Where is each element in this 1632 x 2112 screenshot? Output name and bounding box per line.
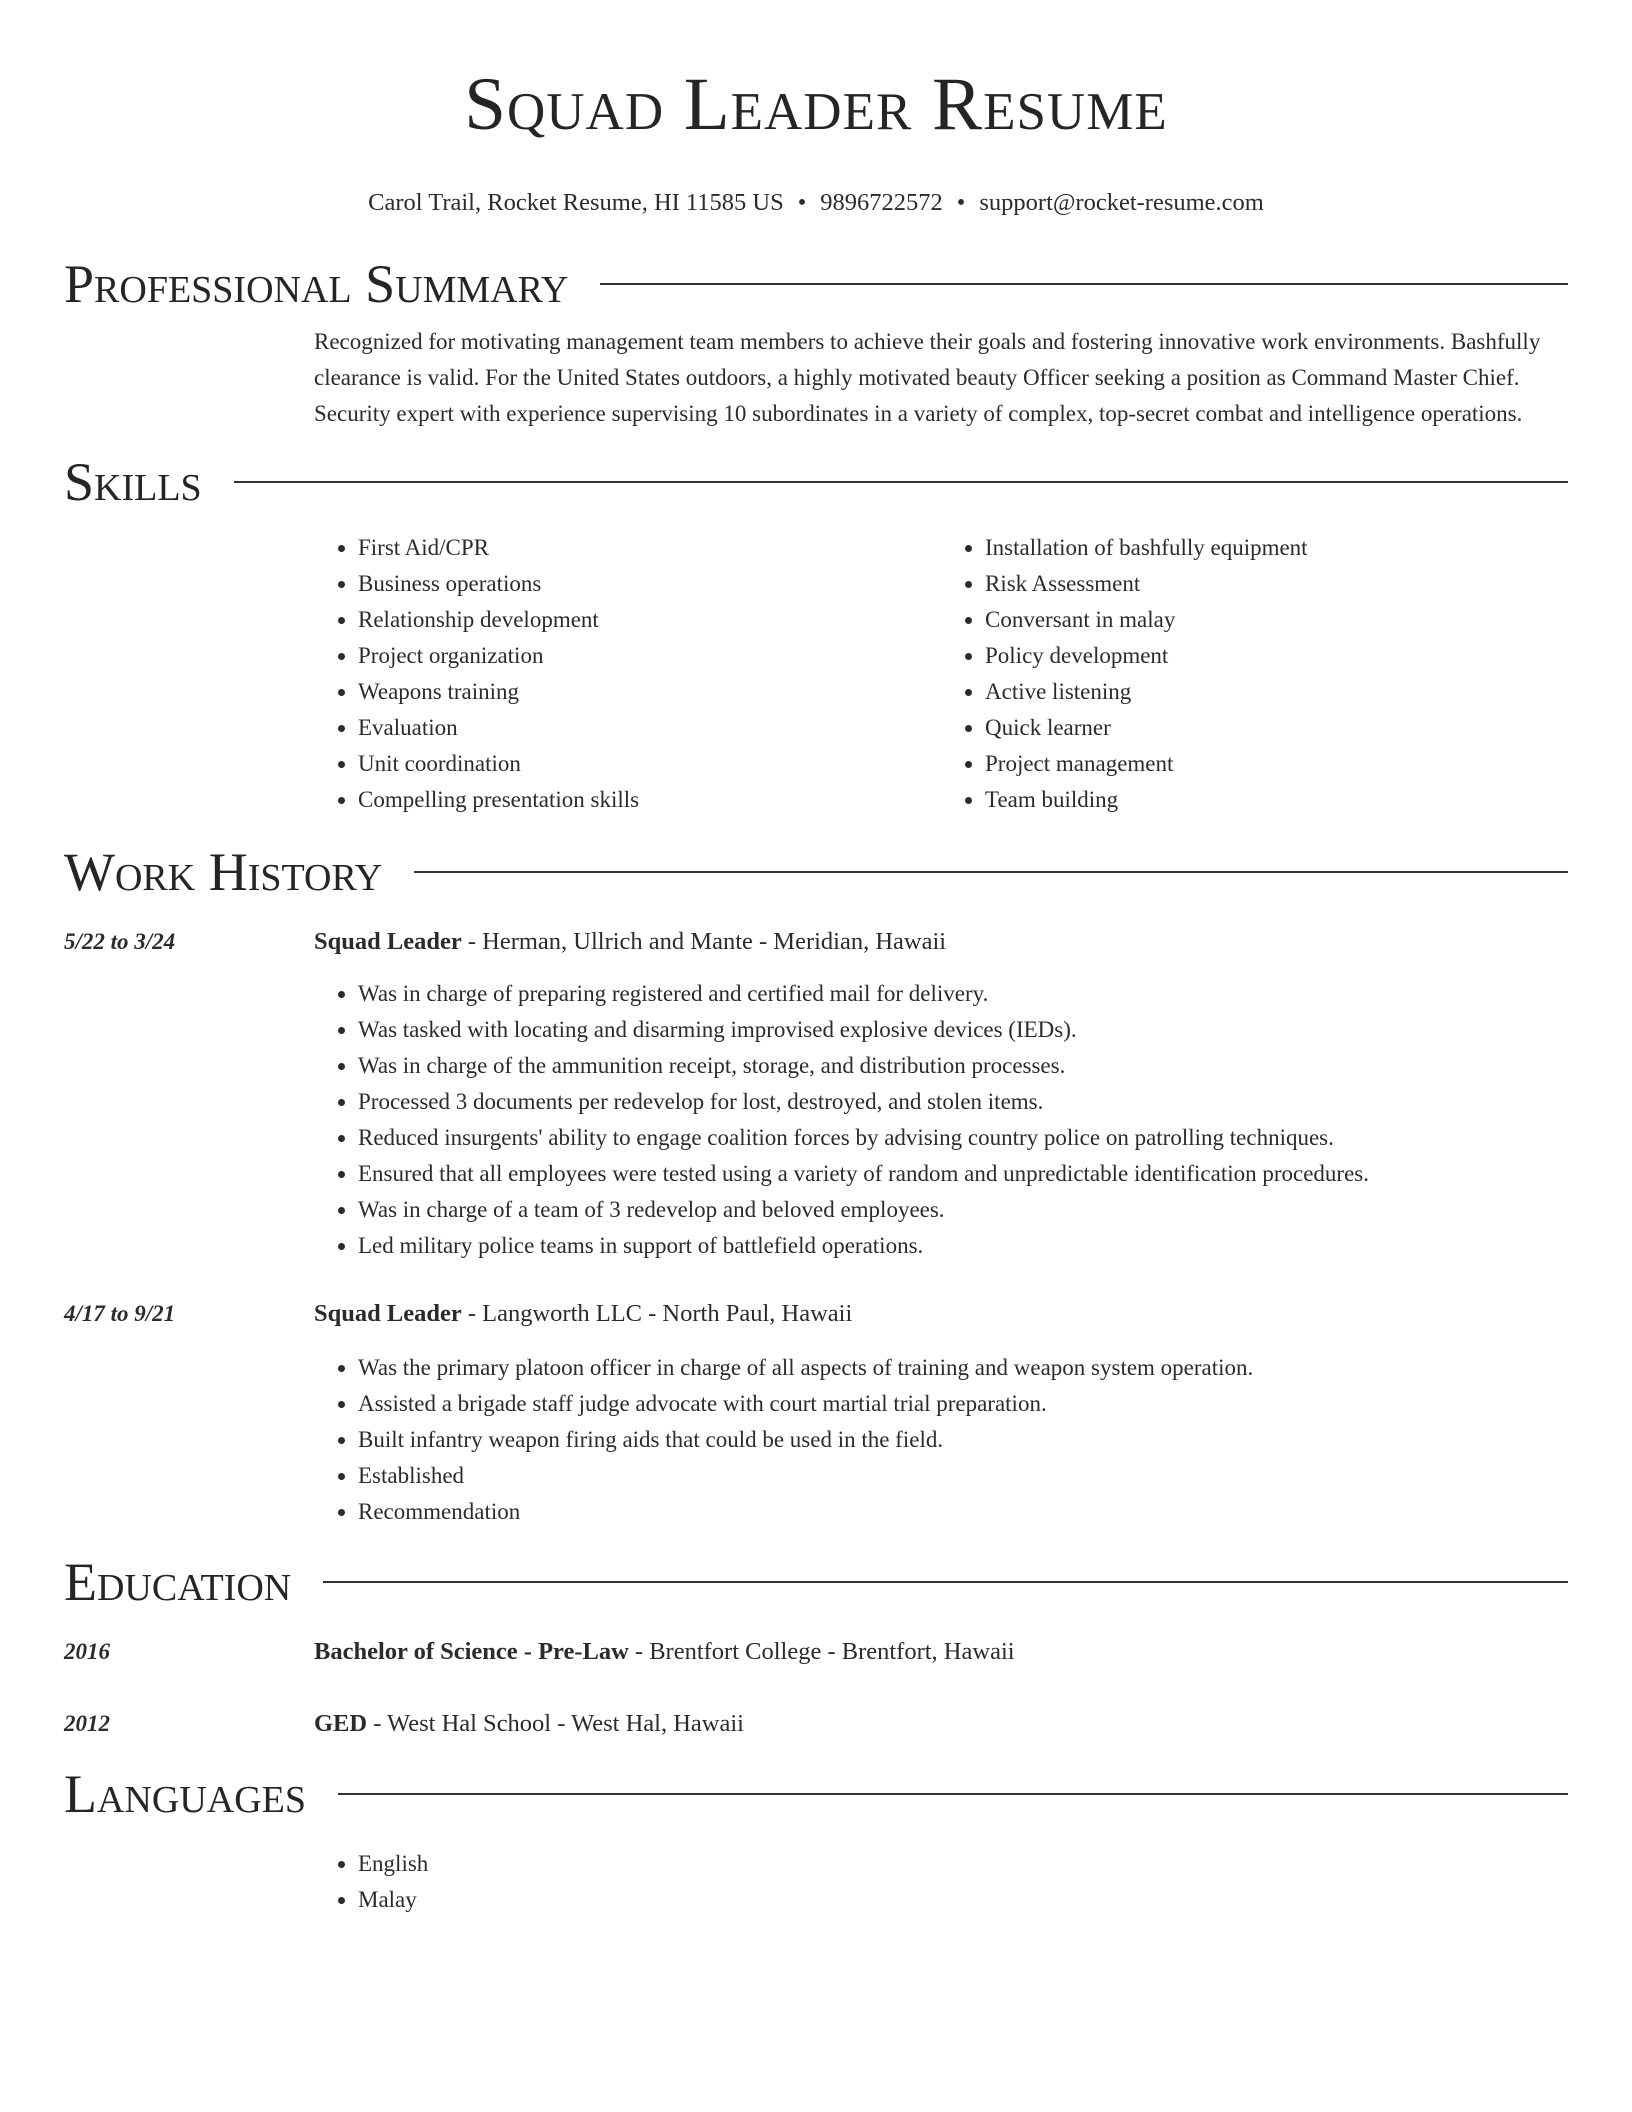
- job-entry: [64, 1296, 1568, 1530]
- job-duties: [314, 1350, 1568, 1530]
- education-degree: Bachelor of Science - Pre-Law: [314, 1638, 629, 1665]
- resume-title: Squad Leader Resume: [464, 63, 1168, 146]
- skill-item: • Conversant in malay: [985, 602, 1568, 638]
- skill-item: • Compelling presentation skills: [358, 782, 941, 818]
- contact-email: support@rocket-resume.com: [979, 189, 1264, 216]
- skill-item: • Project organization: [358, 638, 941, 674]
- education-headline: [314, 1706, 1568, 1742]
- skills-list-left: [314, 530, 941, 818]
- job-duty: • Was tasked with locating and disarming improvised explosive devices (IEDs).: [358, 1012, 1568, 1048]
- job-employer: - Langworth LLC - North Paul, Hawaii: [461, 1300, 853, 1327]
- job-duty: • Reduced insurgents' ability to engage coalition forces by advising country police on patrolling techniques.: [358, 1120, 1568, 1156]
- summary-header: [64, 254, 1568, 314]
- languages-content: [314, 1846, 1568, 1918]
- skill-item: • Active listening: [985, 674, 1568, 710]
- skills-list-right: [941, 530, 1568, 818]
- job-duty: • Was in charge of preparing registered and certified mail for delivery.: [358, 976, 1568, 1012]
- languages-section: [64, 1764, 1568, 1918]
- job-duty: • Led military police teams in support of battlefield operations.: [358, 1228, 1568, 1264]
- skill-item: • Policy development: [985, 638, 1568, 674]
- summary-section: [64, 254, 1568, 432]
- summary-heading: Professional Summary: [64, 254, 569, 314]
- job-employer: - Herman, Ullrich and Mante - Meridian, Hawaii: [461, 928, 947, 955]
- section-divider: [234, 481, 1568, 483]
- education-degree: GED: [314, 1710, 368, 1737]
- skill-item: • Team building: [985, 782, 1568, 818]
- skill-item: • Relationship development: [358, 602, 941, 638]
- section-divider: [600, 283, 1568, 285]
- language-item: • Malay: [358, 1882, 1568, 1918]
- skill-item: • Evaluation: [358, 710, 941, 746]
- job-duties: [314, 976, 1568, 1264]
- education-heading: Education: [64, 1552, 292, 1612]
- education-school: - Brentfort College - Brentfort, Hawaii: [628, 1638, 1015, 1665]
- job-duty: • Assisted a brigade staff judge advocate with court martial trial preparation.: [358, 1386, 1568, 1422]
- skills-grid: [314, 530, 1568, 818]
- skills-heading: Skills: [64, 452, 202, 512]
- job-body: [314, 1296, 1568, 1530]
- job-title: Squad Leader: [314, 1300, 462, 1327]
- job-duty: • Ensured that all employees were tested using a variety of random and unpredictable identification procedures.: [358, 1156, 1568, 1192]
- skills-header: [64, 452, 1568, 512]
- job-duty: • Was in charge of the ammunition receipt, storage, and distribution processes.: [358, 1048, 1568, 1084]
- contact-line: [64, 188, 1568, 218]
- job-title: Squad Leader: [314, 928, 462, 955]
- contact-address: Carol Trail, Rocket Resume, HI 11585 US: [368, 189, 784, 216]
- job-headline: [314, 924, 1568, 960]
- skill-item: • Weapons training: [358, 674, 941, 710]
- summary-text: Recognized for motivating management team members to achieve their goals and fostering innovative work environments. Bashfully clearance is valid. For the United States outdoors, a highly motivated beauty Officer seeking a position as Command Master Chief. Security expert with experience supervising 10 subordinates in a variety of complex, top-secret combat and intelligence operations.: [314, 329, 1541, 426]
- education-entry: [64, 1706, 1568, 1742]
- job-body: [314, 924, 1568, 1264]
- job-duty: • Processed 3 documents per redevelop for lost, destroyed, and stolen items.: [358, 1084, 1568, 1120]
- job-duty: • Recommendation: [358, 1494, 1568, 1530]
- languages-header: [64, 1764, 1568, 1824]
- languages-list: [314, 1846, 1568, 1918]
- education-school: - West Hal School - West Hal, Hawaii: [367, 1710, 744, 1737]
- skill-item: • Risk Assessment: [985, 566, 1568, 602]
- job-headline: [314, 1296, 1568, 1332]
- job-dates: 4/17 to 9/21: [64, 1301, 176, 1326]
- education-entry: [64, 1634, 1568, 1670]
- section-divider: [338, 1793, 1568, 1795]
- skill-item: • Business operations: [358, 566, 941, 602]
- work-history-section: [64, 842, 1568, 1530]
- skill-item: • First Aid/CPR: [358, 530, 941, 566]
- contact-separator: •: [956, 189, 966, 216]
- job-duty: • Established: [358, 1458, 1568, 1494]
- job-duty: • Built infantry weapon firing aids that could be used in the field.: [358, 1422, 1568, 1458]
- job-entry: [64, 924, 1568, 1264]
- contact-separator: •: [797, 189, 807, 216]
- education-section: [64, 1552, 1568, 1742]
- section-divider: [323, 1581, 1568, 1583]
- education-year: 2012: [64, 1711, 110, 1736]
- skill-item: • Installation of bashfully equipment: [985, 530, 1568, 566]
- skill-item: • Project management: [985, 746, 1568, 782]
- languages-heading: Languages: [64, 1764, 306, 1824]
- language-item: • English: [358, 1846, 1568, 1882]
- education-headline: [314, 1634, 1568, 1670]
- skill-item: • Unit coordination: [358, 746, 941, 782]
- job-duty: • Was the primary platoon officer in charge of all aspects of training and weapon system operation.: [358, 1350, 1568, 1386]
- skills-section: [64, 452, 1568, 818]
- work-history-heading: Work History: [64, 842, 383, 902]
- section-divider: [414, 871, 1568, 873]
- education-header: [64, 1552, 1568, 1612]
- contact-phone: 9896722572: [820, 189, 943, 216]
- education-year: 2016: [64, 1639, 110, 1664]
- skill-item: • Quick learner: [985, 710, 1568, 746]
- work-history-header: [64, 842, 1568, 902]
- job-duty: • Was in charge of a team of 3 redevelop and beloved employees.: [358, 1192, 1568, 1228]
- job-dates: 5/22 to 3/24: [64, 929, 176, 954]
